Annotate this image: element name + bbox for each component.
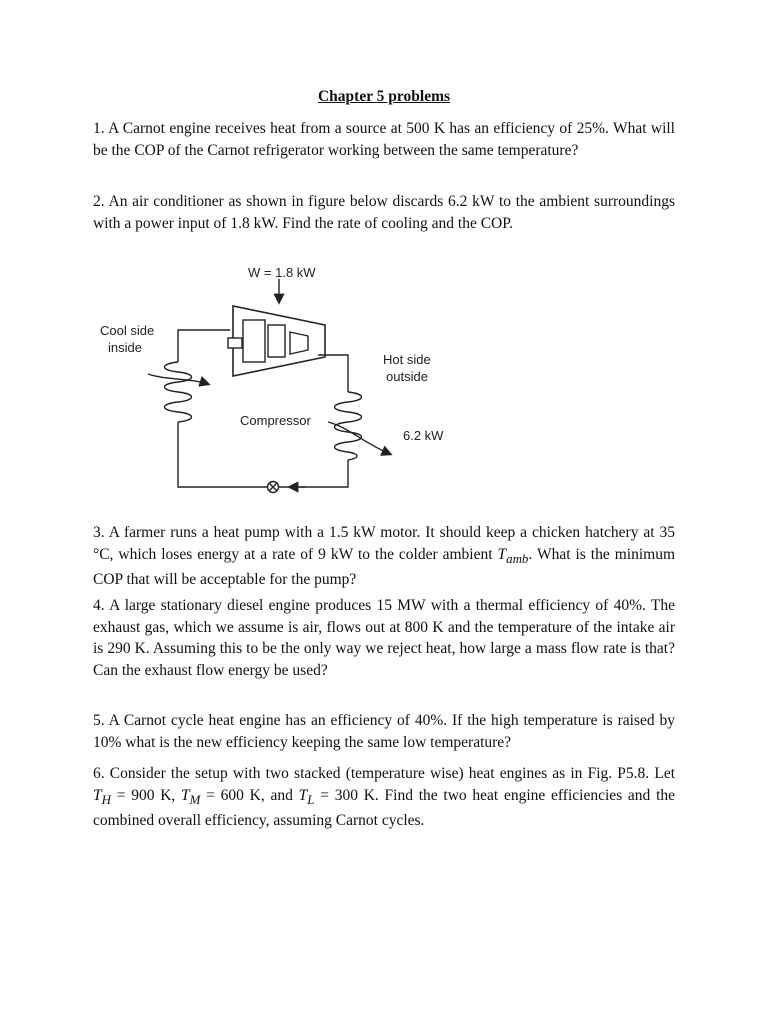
problem-3 <box>93 522 675 591</box>
cool-side-sublabel: inside <box>108 340 142 355</box>
problem-1-text: 1. A Carnot engine receives heat from a source at 500 K has an efficiency of 25%. What will be the COP of the Carnot refrigerator working between the same temperature? <box>93 120 675 159</box>
hot-side-label: Hot side <box>383 352 431 367</box>
problem-3-text-end: . What is the minimum COP that will be acceptable for the pump? <box>93 545 676 589</box>
problem-5-text: 5. A Carnot cycle heat engine has an efficiency of 40%. If the high temperature is raised by 10% what is the new efficiency keeping the same low temperature? <box>93 712 675 751</box>
compressor-label: Compressor <box>240 413 311 428</box>
problem-5 <box>93 710 675 753</box>
problem-6-text: 6. Consider the setup with two stacked (temperature wise) heat engines as in Fig. P5.8. Let <box>93 765 675 782</box>
t-h-subscript: H <box>101 791 111 807</box>
problem-2-text: 2. An air conditioner as shown in figure below discards 6.2 kW to the ambient surroundings with a power input of 1.8 kW. Find the rate of cooling and the COP. <box>93 193 675 232</box>
t-m-symbol: T <box>181 786 190 804</box>
t-l-symbol: T <box>298 786 308 804</box>
problem-3-text: 3. A farmer runs a heat pump with a 1.5 kW motor. It should keep a chicken hatchery at 35 °C, which loses energy at a rate of 9 kW to the colder ambient <box>93 524 675 563</box>
t-l-value: = 300 K. Find the two heat engine efficiencies and the combined overall efficiency, assuming Carnot cycles. <box>93 786 676 830</box>
problem-1 <box>93 118 675 161</box>
problem-2 <box>93 191 675 234</box>
cool-side-label: Cool side <box>100 323 155 338</box>
power-symbol: W <box>248 265 261 280</box>
power-input-label <box>248 265 316 280</box>
power-value: = 1.8 kW <box>260 265 316 280</box>
t-h-value: = 900 K, <box>110 786 182 804</box>
t-m-subscript: M <box>189 791 201 807</box>
air-conditioner-figure <box>90 262 490 502</box>
t-l-subscript: L <box>307 791 315 807</box>
t-h-symbol: T <box>93 786 102 804</box>
page-title: Chapter 5 problems <box>317 88 451 105</box>
t-amb-subscript: amb <box>506 550 529 566</box>
t-m-value: = 600 K, and <box>200 786 299 804</box>
problem-4-text: 4. A large stationary diesel engine produces 15 MW with a thermal efficiency of 40%. The exhaust gas, which we assume is air, flows out at 800 K and the temperature of the intake air is 290 K. Assuming this to be the only way we reject heat, how large a mass flow rate is that? Can the exhaust flow energy be used? <box>93 597 675 679</box>
heat-rejected-label: 6.2 kW <box>403 428 444 443</box>
t-amb-symbol: T <box>497 545 507 563</box>
air-conditioner-diagram <box>90 262 490 502</box>
problem-6 <box>93 763 675 832</box>
problem-4 <box>93 595 675 681</box>
hot-side-sublabel: outside <box>386 369 428 384</box>
